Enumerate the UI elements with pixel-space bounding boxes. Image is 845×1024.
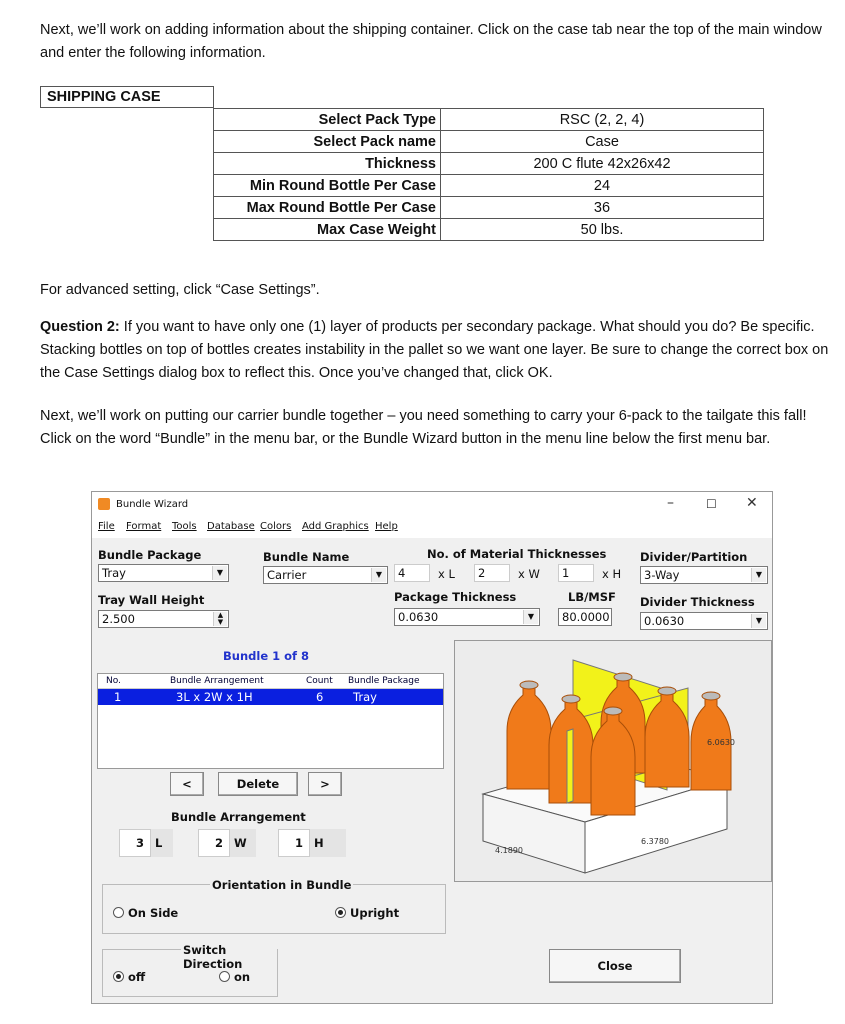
row-key: Max Case Weight — [214, 219, 441, 241]
row-value: Case — [441, 131, 764, 153]
chevron-down-icon: ▼ — [371, 568, 386, 582]
material-h-input[interactable]: 1 — [558, 564, 594, 582]
delete-button[interactable]: Delete — [218, 772, 298, 796]
material-w-unit: x W — [518, 567, 540, 581]
on-label: on — [234, 970, 251, 984]
row-count: 6 — [316, 690, 324, 704]
arrangement-l-unit: L — [151, 829, 173, 857]
menu-file[interactable]: File — [98, 521, 115, 532]
divider-thickness-select[interactable] — [640, 612, 768, 630]
menu-bar — [92, 518, 772, 538]
tray-wall-height-value: 2.500 — [102, 612, 135, 626]
divider-thickness-label: Divider Thickness — [640, 595, 755, 609]
next-button[interactable]: > — [308, 772, 342, 796]
chevron-down-icon: ▼ — [751, 614, 766, 628]
divider-partition-value: 3-Way — [644, 568, 680, 582]
question-2-label: Question 2: — [40, 319, 120, 335]
question-2-paragraph — [40, 316, 830, 385]
on-side-label: On Side — [128, 906, 179, 920]
list-item[interactable] — [98, 689, 443, 705]
row-key: Select Pack name — [214, 131, 441, 153]
lbmsf-label: LB/MSF — [568, 590, 616, 604]
arrangement-h-unit: H — [310, 829, 346, 857]
upright-label: Upright — [350, 906, 400, 920]
divider-thickness-value: 0.0630 — [644, 614, 685, 628]
row-value: RSC (2, 2, 4) — [441, 109, 764, 131]
col-no: No. — [106, 676, 121, 686]
arrangement-w-unit: W — [230, 829, 256, 857]
prev-button[interactable]: < — [170, 772, 204, 796]
row-no: 1 — [114, 690, 122, 704]
table-row — [214, 219, 764, 241]
row-key: Select Pack Type — [214, 109, 441, 131]
bundle-arrangement-group — [102, 810, 348, 867]
divider-partition-label: Divider/Partition — [640, 550, 748, 564]
table-row — [214, 175, 764, 197]
on-radio[interactable] — [219, 970, 250, 984]
lbmsf-input[interactable]: 80.0000 — [558, 608, 612, 626]
row-value: 200 C flute 42x26x42 — [441, 153, 764, 175]
arrangement-l-input[interactable]: 3 — [119, 829, 151, 857]
window-title: Bundle Wizard — [116, 499, 189, 510]
close-button[interactable]: Close — [549, 949, 681, 983]
bundle-name-select[interactable] — [263, 566, 388, 584]
orientation-group — [102, 878, 446, 934]
material-h-unit: x H — [602, 567, 622, 581]
bundle-package-select[interactable] — [98, 564, 229, 582]
chevron-down-icon: ▼ — [523, 610, 538, 624]
material-l-input[interactable]: 4 — [394, 564, 430, 582]
material-w-input[interactable]: 2 — [474, 564, 510, 582]
row-value: 50 lbs. — [441, 219, 764, 241]
row-key: Max Round Bottle Per Case — [214, 197, 441, 219]
table-row — [214, 197, 764, 219]
app-icon — [98, 498, 110, 510]
arrangement-w-input[interactable]: 2 — [198, 829, 230, 857]
off-radio[interactable] — [113, 970, 145, 984]
package-thickness-value: 0.0630 — [398, 610, 439, 624]
tray-wall-height-label: Tray Wall Height — [98, 593, 205, 607]
row-value: 36 — [441, 197, 764, 219]
dimension-width: 6.3780 — [641, 837, 669, 846]
material-l-unit: x L — [438, 567, 455, 581]
off-label: off — [128, 970, 146, 984]
row-key: Thickness — [214, 153, 441, 175]
bundle-list[interactable] — [97, 673, 444, 769]
menu-tools[interactable]: Tools — [172, 521, 197, 532]
divider-partition-select[interactable] — [640, 566, 768, 584]
table-row — [214, 131, 764, 153]
package-thickness-select[interactable] — [394, 608, 540, 626]
maximize-icon[interactable]: ☐ — [706, 497, 717, 511]
package-thickness-label: Package Thickness — [394, 590, 517, 604]
question-2-text: If you want to have only one (1) layer of products per secondary package. What should you do? Be specific. Stacking bottles on top of bottles creates instability in the pallet so we want one layer. Be sure to change the correct box on the Case Settings dialog box to reflect this. Once you’ve changed that, click OK. — [40, 319, 829, 381]
tray-wall-height-input[interactable] — [98, 610, 229, 628]
chevron-down-icon: ▼ — [212, 566, 227, 580]
table-row — [214, 153, 764, 175]
menu-database[interactable]: Database — [207, 521, 255, 532]
switch-direction-label: Switch Direction — [181, 943, 277, 971]
menu-add-graphics[interactable]: Add Graphics — [302, 521, 369, 532]
next-paragraph: Next, we’ll work on putting our carrier bundle together – you need something to carry your 6-pack to the tailgate this fall! Click on the word “Bundle” in the menu bar, or the Bundle Wizard button in the menu line below the first menu bar. — [40, 408, 807, 447]
list-header — [98, 674, 443, 689]
dimension-depth: 6.0630 — [707, 738, 735, 747]
col-package: Bundle Package — [348, 676, 420, 686]
col-count: Count — [306, 676, 333, 686]
dimension-left: 4.1890 — [495, 846, 523, 855]
row-arrangement: 3L x 2W x 1H — [176, 690, 253, 704]
bundle-package-value: Tray — [102, 566, 126, 580]
switch-direction-group — [102, 943, 278, 997]
menu-format[interactable]: Format — [126, 521, 162, 532]
row-key: Min Round Bottle Per Case — [214, 175, 441, 197]
shipping-case-title: SHIPPING CASE — [40, 86, 214, 108]
material-thickness-label: No. of Material Thicknesses — [427, 547, 607, 561]
close-icon[interactable]: ✕ — [746, 495, 758, 511]
bundle-arrangement-label: Bundle Arrangement — [171, 810, 306, 824]
bottle — [507, 681, 551, 789]
col-arrangement: Bundle Arrangement — [170, 676, 264, 686]
advanced-paragraph: For advanced setting, click “Case Settings”. — [40, 282, 320, 298]
table-row — [214, 109, 764, 131]
upright-radio[interactable] — [335, 906, 399, 920]
row-package: Tray — [353, 690, 377, 704]
menu-help[interactable]: Help — [375, 521, 398, 532]
orientation-label: Orientation in Bundle — [212, 878, 352, 892]
menu-colors[interactable]: Colors — [260, 521, 292, 532]
spinner-icon[interactable]: ▲ ▼ — [213, 612, 227, 626]
shipping-case-table — [213, 108, 764, 241]
bundle-name-value: Carrier — [267, 568, 307, 582]
title-bar — [92, 492, 772, 518]
bundle-name-label: Bundle Name — [263, 550, 350, 564]
minimize-icon[interactable]: – — [667, 495, 674, 511]
on-side-radio[interactable] — [113, 906, 178, 920]
bundle-package-label: Bundle Package — [98, 548, 202, 562]
bundle-wizard-window — [91, 491, 773, 1004]
arrangement-h-input[interactable]: 1 — [278, 829, 310, 857]
bundle-preview — [454, 640, 772, 882]
chevron-down-icon: ▼ — [751, 568, 766, 582]
divider-edge — [567, 729, 573, 803]
row-value: 24 — [441, 175, 764, 197]
intro-paragraph: Next, we’ll work on adding information about the shipping container. Click on the case tab near the top of the main window and enter the following information. — [40, 22, 822, 61]
bundle-counter: Bundle 1 of 8 — [223, 649, 310, 663]
bundle-3d-illustration — [455, 641, 771, 881]
